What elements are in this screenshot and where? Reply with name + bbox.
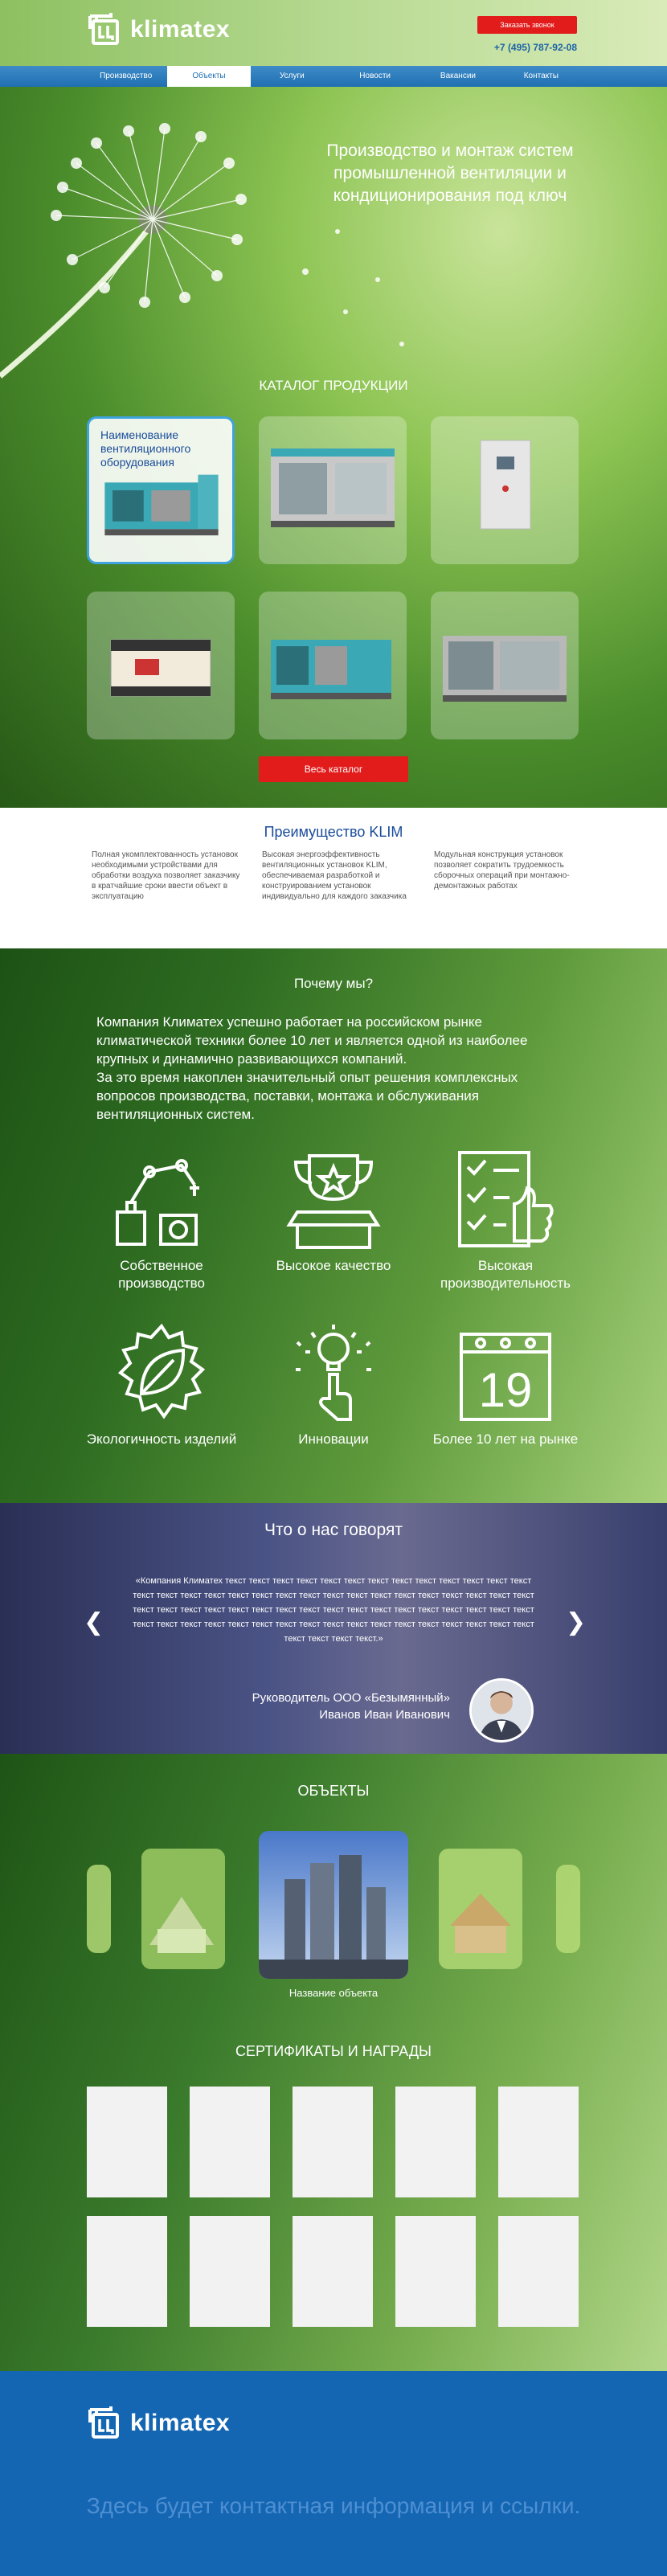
reviews-section	[0, 1503, 667, 1754]
feature-label: Инновации	[298, 1431, 369, 1447]
control-cabinet-image	[431, 416, 579, 564]
logo-text: klimatex	[130, 16, 231, 43]
certificate-item[interactable]	[498, 2087, 579, 2197]
trophy-box-icon	[281, 1148, 386, 1252]
advantage-column: Полная укомплектованность установок необходимыми устройствами для обработки воздуха позволяет заказчику в кратчайшие сроки ввести объект в эксплуатацию	[92, 850, 240, 901]
ventilation-unit-image	[431, 592, 579, 739]
objects-section	[0, 1754, 667, 2371]
object-caption: Название объекта	[288, 1987, 379, 1999]
logo[interactable]	[87, 11, 230, 48]
advantage-title: Преимущество KLIM	[264, 824, 403, 840]
logo-mark-icon	[87, 11, 124, 48]
contactor-image	[87, 592, 235, 739]
why-text-paragraph: За это время накоплен значительный опыт решения комплексных вопросов производства, поставки, монтажа и обслуживания вентиляционных систем.	[96, 1070, 518, 1122]
object-slide[interactable]	[87, 1865, 111, 1953]
feature-item	[429, 1321, 582, 1448]
object-slide[interactable]	[556, 1865, 580, 1953]
feature-item	[257, 1148, 410, 1275]
catalog-card[interactable]	[431, 592, 579, 739]
why-text-paragraph: Компания Климатех успешно работает на российском рынке климатической техники более 10 лет и является одной из наиболее крупных и динамично развивающихся компаний.	[96, 1014, 528, 1067]
phone-link[interactable]: +7 (495) 787-92-08	[493, 42, 577, 53]
feature-label: Высокая производительность	[440, 1258, 571, 1291]
advantage-column: Высокая энергоэффективность вентиляционных установок KLIM, обеспечиваемая разработкой и конструированием установок индивидуально для каждого заказчика	[262, 850, 407, 901]
feature-label: Более 10 лет на рынке	[432, 1431, 579, 1447]
certificate-item[interactable]	[87, 2216, 167, 2327]
calendar-day: 19	[478, 1363, 533, 1417]
robot-arm-icon	[109, 1148, 214, 1252]
object-image[interactable]	[259, 1831, 408, 1979]
catalog-title: КАТАЛОГ ПРОДУКЦИИ	[259, 378, 408, 393]
object-slide[interactable]	[141, 1849, 225, 1969]
advantage-section	[0, 808, 667, 948]
ventilation-unit-image	[89, 419, 232, 562]
ventilation-unit-image	[259, 416, 407, 564]
nav-item-objects[interactable]: Объекты	[167, 66, 250, 87]
why-title: Почему мы?	[293, 976, 374, 991]
feature-item	[85, 1321, 238, 1448]
why-text	[96, 1013, 579, 1124]
certificate-item[interactable]	[498, 2216, 579, 2327]
gear-leaf-icon	[109, 1321, 214, 1426]
nav-item-news[interactable]: Новости	[359, 72, 391, 80]
catalog-card[interactable]	[87, 592, 235, 739]
certificate-item[interactable]	[190, 2216, 270, 2327]
logo-mark-icon	[87, 2405, 124, 2442]
callback-button[interactable]: Заказать звонок	[477, 16, 577, 34]
footer-logo[interactable]	[87, 2405, 230, 2442]
header	[0, 0, 667, 87]
certificate-item[interactable]	[87, 2087, 167, 2197]
lightbulb-hand-icon	[281, 1321, 386, 1426]
feature-item	[429, 1148, 582, 1292]
reviewer-name: Иванов Иван Иванович	[319, 1708, 450, 1722]
footer	[0, 2371, 667, 2576]
objects-title: ОБЪЕКТЫ	[297, 1783, 370, 1799]
hero-section	[0, 87, 667, 808]
object-slide[interactable]	[439, 1849, 522, 1969]
reviews-title: Что о нас говорят	[264, 1521, 403, 1539]
catalog-card[interactable]	[259, 592, 407, 739]
certificate-item[interactable]	[395, 2087, 476, 2197]
checklist-thumb-icon	[453, 1148, 558, 1252]
nav-item-production[interactable]: Производство	[100, 72, 153, 80]
hero-title: Производство и монтаж систем промышленной вентиляции и кондиционирования под ключ	[326, 141, 574, 205]
review-text: «Компания Климатех текст текст текст текст текст текст текст текст текст текст текст текст текст текст текст текст текст текст текст текст текст текст текст текст текст текст текст текст текст текст текст текст текст текст текст текст текст текст текст текст текст текст текст текст текст текст текст текст текст текст текст текст текст текст текст текст текст текст текст текст текст текст текст текст текст текст текст текст.»	[133, 1576, 534, 1644]
avatar	[469, 1678, 534, 1743]
nav-item-vacancies[interactable]: Вакансии	[440, 72, 477, 80]
catalog-card[interactable]	[87, 416, 235, 564]
chevron-right-icon[interactable]: ❯	[566, 1609, 587, 1636]
why-section	[0, 948, 667, 1503]
catalog-card-label: Наименование вентиляционного оборудования	[100, 428, 191, 469]
certificate-item[interactable]	[293, 2216, 373, 2327]
certificate-item[interactable]	[395, 2216, 476, 2327]
footer-logo-text: klimatex	[130, 2410, 231, 2436]
feature-item	[85, 1148, 238, 1292]
all-catalog-button[interactable]: Весь каталог	[259, 756, 408, 782]
catalog-card[interactable]	[259, 416, 407, 564]
catalog-card[interactable]	[431, 416, 579, 564]
nav-item-contacts[interactable]: Контакты	[523, 72, 559, 80]
advantage-column: Модульная конструкция установок позволяет сократить трудоемкость сборочных операций при монтажно-демонтажных работах	[434, 850, 570, 891]
feature-label: Экологичность изделий	[86, 1431, 237, 1447]
certificates-title: СЕРТИФИКАТЫ И НАГРАДЫ	[235, 2043, 432, 2059]
certificate-item[interactable]	[293, 2087, 373, 2197]
nav-item-services[interactable]: Услуги	[279, 72, 305, 80]
reviewer	[209, 1689, 450, 1723]
feature-label: Высокое качество	[276, 1258, 391, 1273]
certificate-item[interactable]	[190, 2087, 270, 2197]
calendar-icon	[453, 1321, 558, 1426]
chevron-left-icon[interactable]: ❮	[84, 1609, 104, 1636]
feature-item	[257, 1321, 410, 1448]
main-nav	[0, 66, 667, 87]
ventilation-unit-image	[259, 592, 407, 739]
feature-label: Собственное производство	[118, 1258, 205, 1291]
reviewer-position: Руководитель ООО «Безымянный»	[252, 1691, 450, 1705]
footer-contact-text: Здесь будет контактная информация и ссылки.	[86, 2493, 581, 2518]
